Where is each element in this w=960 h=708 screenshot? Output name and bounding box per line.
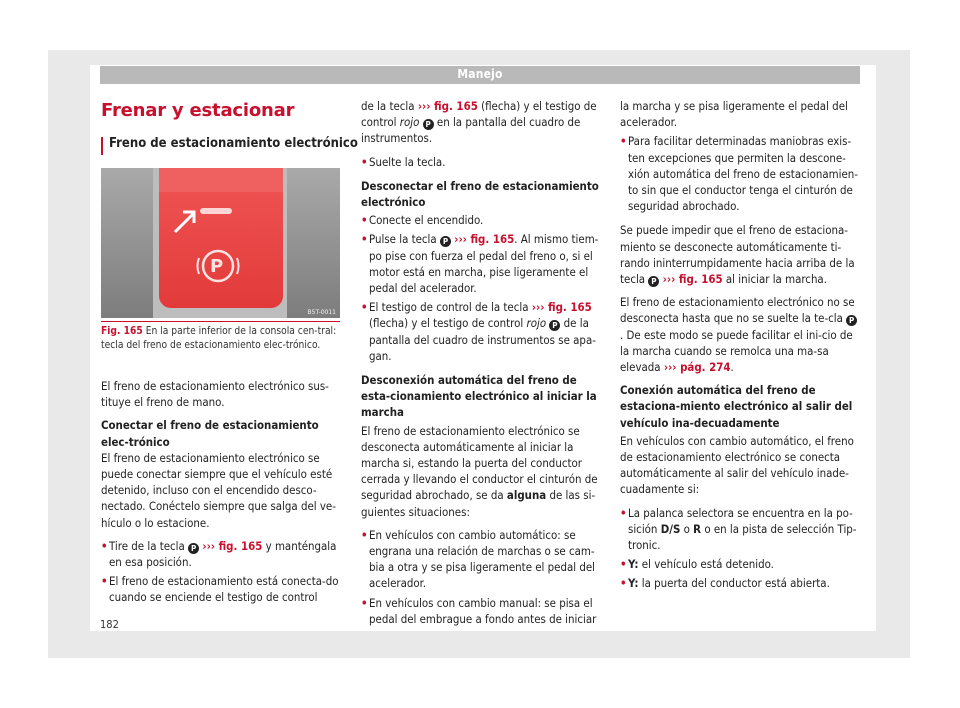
text-bold: R — [693, 521, 702, 536]
parking-brake-figure — [101, 168, 340, 318]
column-2 — [361, 98, 601, 630]
paragraph-connect: El freno de estacionamiento electrónico se puede conectar siempre que el vehículo esté detenido, incluso con el encendido desco-nectado. Conéctelo siempre que salga del ve-hículo o lo estacione. — [101, 450, 336, 530]
list-item — [361, 595, 601, 627]
bullet-text: . Al mismo tiem-po pise con fuerza el pedal del freno o, si el motor está en marcha, pise ligeramente el pedal del acelerador. — [369, 232, 599, 296]
bullet-text: Suelte la tecla. — [369, 154, 446, 169]
text: (flecha) y el testigo de control — [361, 99, 597, 130]
subsection-title-wrap — [101, 137, 358, 155]
bullet-text: de la pantalla del cuadro de instrumentos se apa-gan. — [369, 316, 596, 363]
figure-caption-number: Fig. 165 — [101, 326, 143, 337]
bullet-text: El freno de estacionamiento está conecta-do cuando se enciende el testigo de control — [109, 574, 339, 605]
subsection-title: Freno de estacionamiento electrónico — [109, 136, 358, 151]
paragraph-release — [620, 294, 860, 375]
intro-paragraph: El freno de estacionamiento electrónico sus-tituye el freno de mano. — [101, 379, 329, 410]
heading-auto-connect: Conexión automática del freno de estaciona-miento electrónico al salir del vehículo ina-decuadamente — [620, 383, 853, 430]
bullet-text: En vehículos con cambio manual: se pisa el pedal del embrague a fondo antes de iniciar — [369, 595, 597, 626]
page-link[interactable]: ››› pág. 274 — [663, 360, 731, 375]
bullet-dot: • — [361, 527, 368, 542]
page-number: 182 — [100, 618, 119, 631]
bullet-dot: • — [361, 300, 368, 315]
figure-link[interactable]: ››› fig. 165 — [662, 272, 723, 287]
header-bar — [100, 66, 860, 84]
heading-disconnect: Desconectar el freno de estacionamiento electrónico — [361, 178, 599, 210]
bullet-text: Conecte el encendido. — [369, 213, 484, 228]
bullet-text: la puerta del conductor está abierta. — [641, 576, 830, 591]
paragraph-prevent — [620, 222, 860, 287]
paragraph-auto-connect: En vehículos con cambio automático, el freno de estacionamiento electrónico se conecta automáticamente al salir del vehículo inade-cuadamente si: — [620, 433, 854, 497]
text: al iniciar la marcha. — [725, 272, 827, 287]
figure-link[interactable]: ››› fig. 165 — [417, 99, 478, 113]
text-rojo: rojo — [399, 115, 420, 130]
list-item — [620, 133, 860, 214]
heading-connect: Conectar el freno de estacionamiento elec-trónico — [101, 418, 319, 449]
text: Se puede impedir que el freno de estaciona-miento se desconecte automáticamente ti-rando ininterrumpidamente hacia arriba de la tecla — [620, 223, 855, 287]
bullet-text: El testigo de control de la tecla — [369, 300, 529, 315]
bullet-text: Tire de la tecla — [109, 538, 185, 553]
text: El freno de estacionamiento electrónico no se desconecta hasta que no se suelte la te-cla — [620, 295, 855, 326]
bullet-text: (flecha) y el testigo de control — [369, 316, 524, 331]
bullet-text: o en la pista de selección Tip-tronic. — [628, 521, 857, 553]
figure-caption — [101, 321, 340, 352]
text: de la tecla — [361, 99, 415, 113]
list-item — [101, 573, 341, 605]
text: El freno de estacionamiento electrónico se desconecta automáticamente al iniciar la marcha si, estando la puerta del conductor cerrada y llevando el conductor el cinturón de seguridad abrochado, se da — [361, 423, 598, 503]
list-item — [361, 299, 601, 364]
bullet-dot: • — [361, 213, 368, 228]
header-title: Manejo — [457, 67, 503, 81]
bullet-dot: • — [361, 154, 368, 169]
bullet-dot: • — [620, 576, 627, 591]
text-bold: Y: — [628, 576, 639, 591]
parking-brake-symbol: P — [210, 256, 224, 277]
list-item — [361, 231, 601, 296]
figure-link[interactable]: ››› fig. 165 — [454, 232, 515, 247]
bullet-text: Pulse la tecla — [369, 232, 437, 247]
parking-brake-icon: P — [846, 315, 857, 326]
bullet-text: el vehículo está detenido. — [641, 557, 774, 572]
heading-auto-disconnect: Desconexión automática del freno de esta-cionamiento electrónico al iniciar la marcha — [361, 373, 597, 420]
bullet-dot: • — [361, 232, 368, 247]
figure-link[interactable]: ››› fig. 165 — [531, 300, 592, 315]
list-item — [101, 538, 341, 570]
figure-link[interactable]: ››› fig. 165 — [202, 538, 263, 553]
text: en la pantalla del cuadro de instrumentos. — [361, 115, 581, 146]
figure-code: B5T-0011 — [307, 309, 336, 316]
paragraph-auto-disconnect — [361, 423, 601, 520]
list-item — [620, 556, 860, 572]
text-bold: Y: — [628, 557, 639, 572]
list-item — [620, 575, 860, 591]
list-item — [361, 154, 601, 170]
bullet-dot: • — [620, 134, 627, 149]
column-1 — [101, 378, 341, 609]
parking-brake-icon: P — [440, 236, 451, 247]
section-title: Frenar y estacionar — [101, 100, 295, 121]
bullet-dot: • — [101, 538, 108, 553]
parking-brake-icon: P — [188, 543, 199, 554]
continued-paragraph — [361, 98, 601, 147]
bullet-text: En vehículos con cambio automático: se engrana una relación de marchas o se cam-bia a otra y se pisa ligeramente el pedal del acelerador. — [369, 527, 596, 591]
column-3 — [620, 98, 860, 595]
parking-brake-icon: P — [423, 119, 434, 130]
parking-brake-icon: P — [648, 276, 659, 287]
bullet-text: La palanca selectora se encuentra en la po-sición — [628, 505, 853, 536]
list-item — [361, 212, 601, 228]
text-bold: D/S — [660, 521, 681, 536]
continued-paragraph: la marcha y se pisa ligeramente el pedal del acelerador. — [620, 99, 848, 130]
bullet-dot: • — [620, 557, 627, 572]
bullet-dot: • — [361, 595, 368, 610]
figure-caption-text: En la parte inferior de la consola cen-tral: tecla del freno de estacionamiento elec-trónico. — [101, 326, 337, 351]
text: de las si-guientes situaciones: — [361, 488, 596, 519]
parking-brake-icon: P — [549, 320, 560, 331]
list-item — [361, 527, 601, 592]
text: . De este modo se puede facilitar el ini-cio de la marcha cuando se remolca una ma-sa elevada — [620, 327, 853, 375]
list-item — [620, 505, 860, 554]
text-rojo: rojo — [526, 316, 547, 331]
bullet-text: Para facilitar determinadas maniobras exis-ten excepciones que permiten la descone-xión automática del freno de estacionamien-to sin que el conductor tenga el cinturón de seguridad abrochado. — [628, 134, 858, 214]
text: . — [730, 360, 734, 375]
bullet-text: o — [683, 521, 690, 536]
parking-brake-illustration — [101, 168, 340, 318]
bullet-dot: • — [101, 574, 108, 589]
bullet-text: y manténgala en esa posición. — [109, 538, 337, 570]
bullet-dot: • — [620, 505, 627, 520]
text-bold: alguna — [506, 488, 547, 503]
